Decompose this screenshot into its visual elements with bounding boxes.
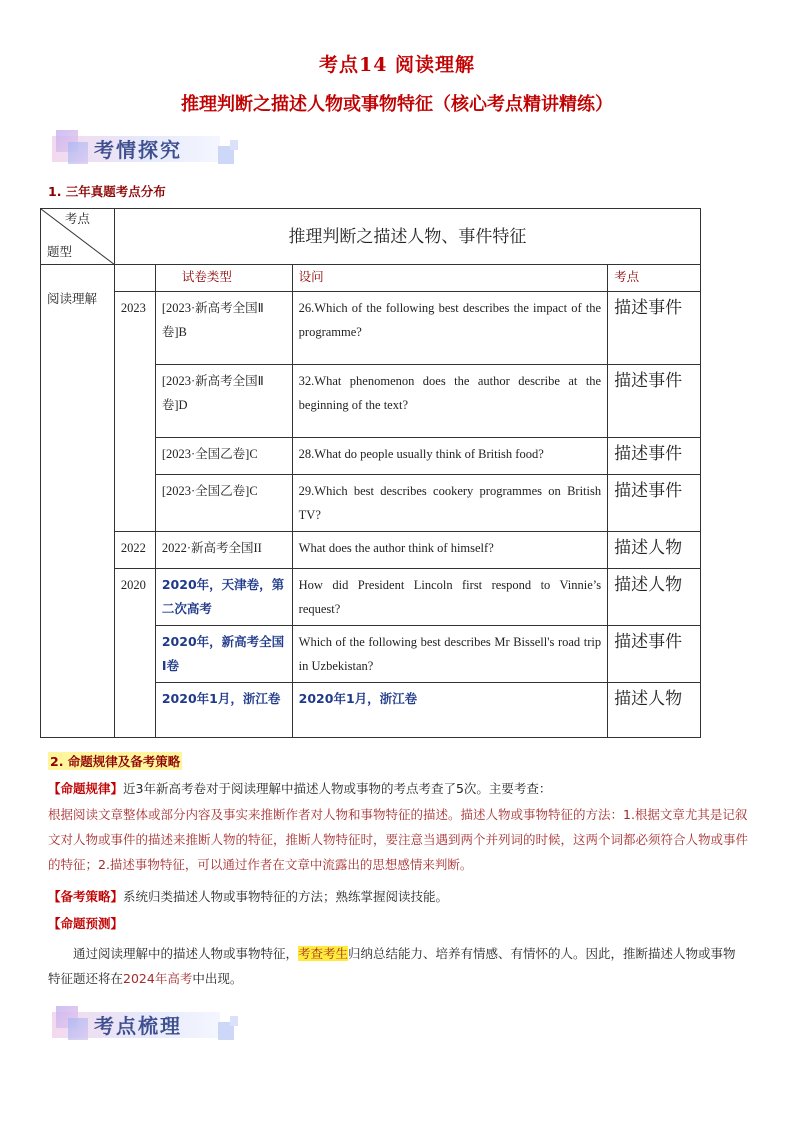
point-cell: 描述人物 (608, 569, 701, 626)
section1-heading: 1. 三年真题考点分布 (48, 184, 166, 199)
paper-cell: 2020年1月，浙江卷 (155, 683, 292, 738)
forecast-heading (48, 911, 748, 936)
paper-cell: 2022·新高考全国II (155, 532, 292, 569)
question-cell: Which of the following best describes Mr Bissell's road trip in Uzbekistan? (292, 626, 607, 683)
question-cell: What does the author think of himself? (292, 532, 607, 569)
forecast-text-b: 归纳总结能力、培养有情感、有情怀的人。因此，推断描述人物或事物特征题还将在 (48, 946, 736, 986)
table-row (41, 569, 701, 626)
rule-label: 【命题规律】 (48, 781, 124, 796)
banner-label: 考点梳理 (94, 1014, 182, 1038)
table-row (41, 292, 701, 365)
strategy-paragraph (48, 884, 748, 909)
forecast-label: 【命题预测】 (48, 916, 124, 931)
question-cell: 29.Which best describes cookery programmes on British TV? (292, 475, 607, 532)
paper-cell: 2020年，新高考全国Ⅰ卷 (155, 626, 292, 683)
row-label-cell: 阅读理解 (41, 265, 115, 738)
point-cell: 描述事件 (608, 365, 701, 438)
year-cell: 2020 (114, 569, 155, 738)
paper-cell: [2023·全国乙卷]C (155, 475, 292, 532)
rule-text: 近3年新高考卷对于阅读理解中描述人物或事物的考点考查了5次。主要考查： (123, 781, 552, 796)
point-cell: 描述事件 (608, 438, 701, 475)
forecast-text-a: 通过阅读理解中的描述人物或事物特征， (73, 946, 299, 961)
question-cell: How did President Lincoln first respond to Vinnie’s request? (292, 569, 607, 626)
col-header-paper: 试卷类型 (155, 265, 292, 292)
section2-heading: 2. 命题规律及备考策略 (50, 754, 181, 769)
year-cell: 2022 (114, 532, 155, 569)
rule-paragraph (48, 776, 748, 801)
paper-cell: [2023·全国乙卷]C (155, 438, 292, 475)
forecast-highlight: 考查考生 (298, 946, 349, 961)
point-cell: 描述人物 (608, 532, 701, 569)
paper-cell: [2023·新高考全国Ⅱ卷]B (155, 292, 292, 365)
point-cell: 描述事件 (608, 626, 701, 683)
point-cell: 描述人物 (608, 683, 701, 738)
year-cell: 2023 (114, 292, 155, 532)
point-cell: 描述事件 (608, 475, 701, 532)
corner-top-label: 考点 (64, 212, 90, 226)
forecast-text-c: 中出现。 (192, 971, 243, 986)
section-banner-exploration (52, 130, 242, 168)
table-main-title: 推理判断之描述人物、事件特征 (114, 209, 700, 265)
question-cell: 26.Which of the following best describes the impact of the programme? (292, 292, 607, 365)
corner-bottom-label: 题型 (47, 245, 73, 259)
banner-label: 考情探究 (94, 138, 182, 162)
distribution-table (40, 208, 701, 738)
point-cell: 描述事件 (608, 292, 701, 365)
question-cell: 32.What phenomenon does the author describe at the beginning of the text? (292, 365, 607, 438)
page-subtitle: 推理判断之描述人物或事物特征（核心考点精讲精练） (181, 94, 613, 115)
question-cell: 28.What do people usually think of British food? (292, 438, 607, 475)
rule-detail: 根据阅读文章整体或部分内容及事实来推断作者对人物和事物特征的描述。描述人物或事物特征的方法：1.根据文章尤其是记叙文对人物或事件的描述来推断人物的特征，推断人物特征时，要注意当遇到两个并列词的时候，这两个词都必须符合人物或事件的特征；2.描述事物特征，可以通过作者在文章中流露出的思想感情来判断。 (48, 807, 749, 872)
paper-cell: 2020年，天津卷，第二次高考 (155, 569, 292, 626)
forecast-paragraph (48, 941, 748, 991)
forecast-year: 2024年高考 (123, 971, 193, 986)
col-header-point: 考点 (608, 265, 701, 292)
diagonal-header-cell (41, 209, 115, 265)
page-title: 考点14 阅读理解 (318, 54, 476, 76)
strategy-label: 【备考策略】 (48, 889, 124, 904)
table-row (41, 532, 701, 569)
col-header-question: 设问 (292, 265, 607, 292)
section-banner-outline (52, 1006, 242, 1044)
strategy-text: 系统归类描述人物或事物特征的方法；熟练掌握阅读技能。 (123, 889, 449, 904)
paper-cell: [2023·新高考全国Ⅱ卷]D (155, 365, 292, 438)
question-cell: 2020年1月，浙江卷 (292, 683, 607, 738)
